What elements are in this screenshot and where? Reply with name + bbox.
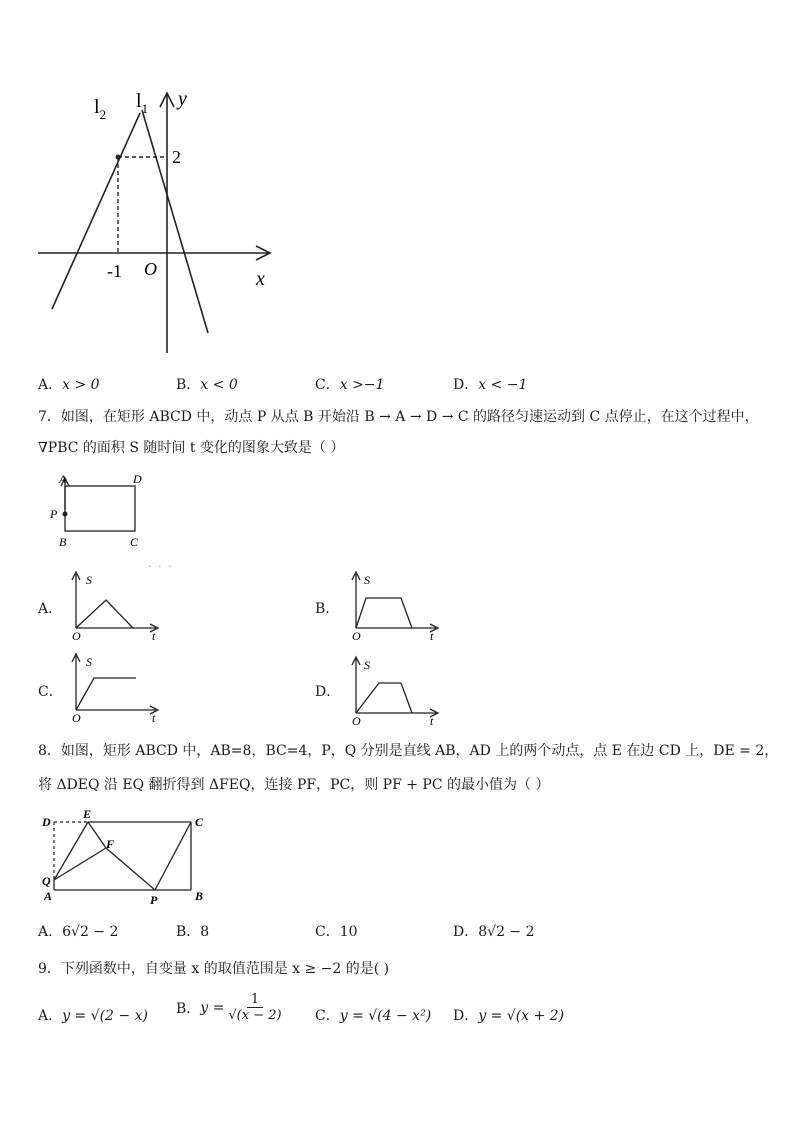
label-d: D xyxy=(133,472,142,486)
svg-text:O: O xyxy=(352,629,361,640)
q7-faint-dots: · · · xyxy=(148,562,174,573)
option-letter: A． xyxy=(38,377,63,393)
q9-option-a[interactable] xyxy=(38,1005,148,1025)
svg-text:P: P xyxy=(150,893,158,907)
option-letter: B． xyxy=(176,924,201,940)
option-text: x >−1 xyxy=(339,377,385,393)
option-text: y = √(4 − x²) xyxy=(339,1008,432,1024)
svg-text:t: t xyxy=(152,629,156,640)
q8-option-d[interactable] xyxy=(453,921,535,941)
label-x: x xyxy=(256,268,265,290)
q7-option-c[interactable] xyxy=(38,681,63,701)
rect-abcd xyxy=(65,486,135,531)
segment-qe xyxy=(54,822,88,880)
option-letter: A． xyxy=(38,1008,63,1024)
option-text: 6√2 − 2 xyxy=(62,924,119,940)
line-l2 xyxy=(52,113,140,309)
option-letter: B． xyxy=(176,377,201,393)
curve xyxy=(76,600,133,628)
q7-option-d[interactable] xyxy=(315,681,340,701)
line-l1 xyxy=(142,110,208,333)
segment-qf xyxy=(54,848,106,880)
q7-graph-d xyxy=(346,655,446,725)
option-letter: D． xyxy=(453,1008,479,1024)
q9-option-c[interactable] xyxy=(315,1005,431,1025)
q8-rectangle-figure xyxy=(38,808,218,908)
option-letter: D． xyxy=(453,924,479,940)
q6-option-b[interactable] xyxy=(176,374,238,394)
label-two: 2 xyxy=(172,147,181,167)
q6-coordinate-figure xyxy=(30,85,290,360)
label-c: C xyxy=(130,535,139,549)
q9-option-b[interactable] xyxy=(176,992,282,1023)
q8-stem-line1: 8．如图，矩形 ABCD 中，AB=8，BC=4，P，Q 分别是直线 AB，AD 上的两个动点，点 E 在边 CD 上，DE = 2， xyxy=(38,743,779,759)
q7-stem-line2: ∇PBC 的面积 S 随时间 t 变化的图象大致是（ ） xyxy=(38,440,345,456)
segment-pc xyxy=(155,822,191,890)
q6-option-a[interactable] xyxy=(38,374,100,394)
curve xyxy=(356,683,412,713)
label-origin: O xyxy=(144,259,157,279)
segment-fp xyxy=(106,848,155,890)
label-p: P xyxy=(50,507,58,521)
point-p xyxy=(63,512,68,517)
svg-text:D: D xyxy=(42,815,51,829)
label-l1: $l_1$ xyxy=(136,90,149,116)
option-text: x < 0 xyxy=(200,377,238,393)
option-text: x > 0 xyxy=(62,377,100,393)
svg-text:B: B xyxy=(195,889,204,903)
svg-text:O: O xyxy=(352,714,361,725)
option-letter: D． xyxy=(315,684,341,700)
q6-option-d[interactable] xyxy=(453,374,527,394)
option-letter: C． xyxy=(315,377,340,393)
label-neg1: -1 xyxy=(107,261,122,281)
option-text: 8√2 − 2 xyxy=(478,924,535,940)
q9-option-d[interactable] xyxy=(453,1005,564,1025)
svg-text:t: t xyxy=(430,629,434,640)
svg-text:Q: Q xyxy=(42,874,51,888)
svg-text:A: A xyxy=(44,889,53,903)
svg-text:S: S xyxy=(86,655,92,669)
svg-text:F: F xyxy=(106,837,115,851)
option-letter: C． xyxy=(315,1008,340,1024)
option-text: y = √(2 − x) xyxy=(62,1008,148,1024)
svg-text:t: t xyxy=(430,714,434,725)
q8-option-a[interactable] xyxy=(38,921,118,941)
q7-graph-a xyxy=(66,570,166,640)
option-letter: C． xyxy=(315,924,340,940)
svg-text:S: S xyxy=(364,573,370,587)
svg-text:C: C xyxy=(195,815,204,829)
q8-option-c[interactable] xyxy=(315,921,358,941)
intersection-point xyxy=(116,155,121,160)
option-text: 8 xyxy=(200,924,210,940)
option-letter: B． xyxy=(315,601,340,617)
svg-text:t: t xyxy=(152,711,156,722)
option-text: 10 xyxy=(339,924,358,940)
q7-graph-b xyxy=(346,570,446,640)
q8-stem-line2: 将 ΔDEQ 沿 EQ 翻折得到 ΔFEQ，连接 PF，PC，则 PF + PC 的最小值为（ ） xyxy=(38,777,550,793)
curve xyxy=(76,678,136,710)
q6-option-c[interactable] xyxy=(315,374,384,394)
label-a: A xyxy=(59,472,67,486)
option-prefix: y = xyxy=(200,999,225,1016)
option-letter: A． xyxy=(38,601,63,617)
svg-text:O: O xyxy=(72,629,81,640)
label-l2: $l_2$ xyxy=(94,96,107,122)
q7-stem-line1: 7．如图，在矩形 ABCD 中，动点 P 从点 B 开始沿 B → A → D → C 的路径匀速运动到 C 点停止，在这个过程中， xyxy=(38,409,759,425)
q7-option-b[interactable] xyxy=(315,598,339,618)
q7-option-a[interactable] xyxy=(38,598,62,618)
fraction-denominator: √(x − 2) xyxy=(228,1008,282,1023)
fraction-numerator: 1 xyxy=(247,992,263,1008)
svg-text:E: E xyxy=(83,808,92,821)
q7-graph-c xyxy=(66,652,166,722)
option-letter: D． xyxy=(453,377,479,393)
label-b: B xyxy=(59,535,67,549)
q9-stem: 9．下列函数中，自变量 x 的取值范围是 x ≥ −2 的是( ) xyxy=(38,961,390,977)
q8-option-b[interactable] xyxy=(176,921,209,941)
fraction xyxy=(228,992,281,1023)
q7-rectangle-figure xyxy=(48,470,148,550)
option-text: y = √(x + 2) xyxy=(478,1008,565,1024)
svg-text:S: S xyxy=(364,658,370,672)
option-letter: A． xyxy=(38,924,63,940)
svg-text:O: O xyxy=(72,711,81,722)
svg-text:S: S xyxy=(86,573,92,587)
option-letter: B． xyxy=(176,1000,201,1017)
segment-ef xyxy=(88,822,106,848)
option-text: x < −1 xyxy=(478,377,528,393)
curve xyxy=(356,598,412,628)
label-y: y xyxy=(178,88,187,110)
option-letter: C． xyxy=(38,684,63,700)
